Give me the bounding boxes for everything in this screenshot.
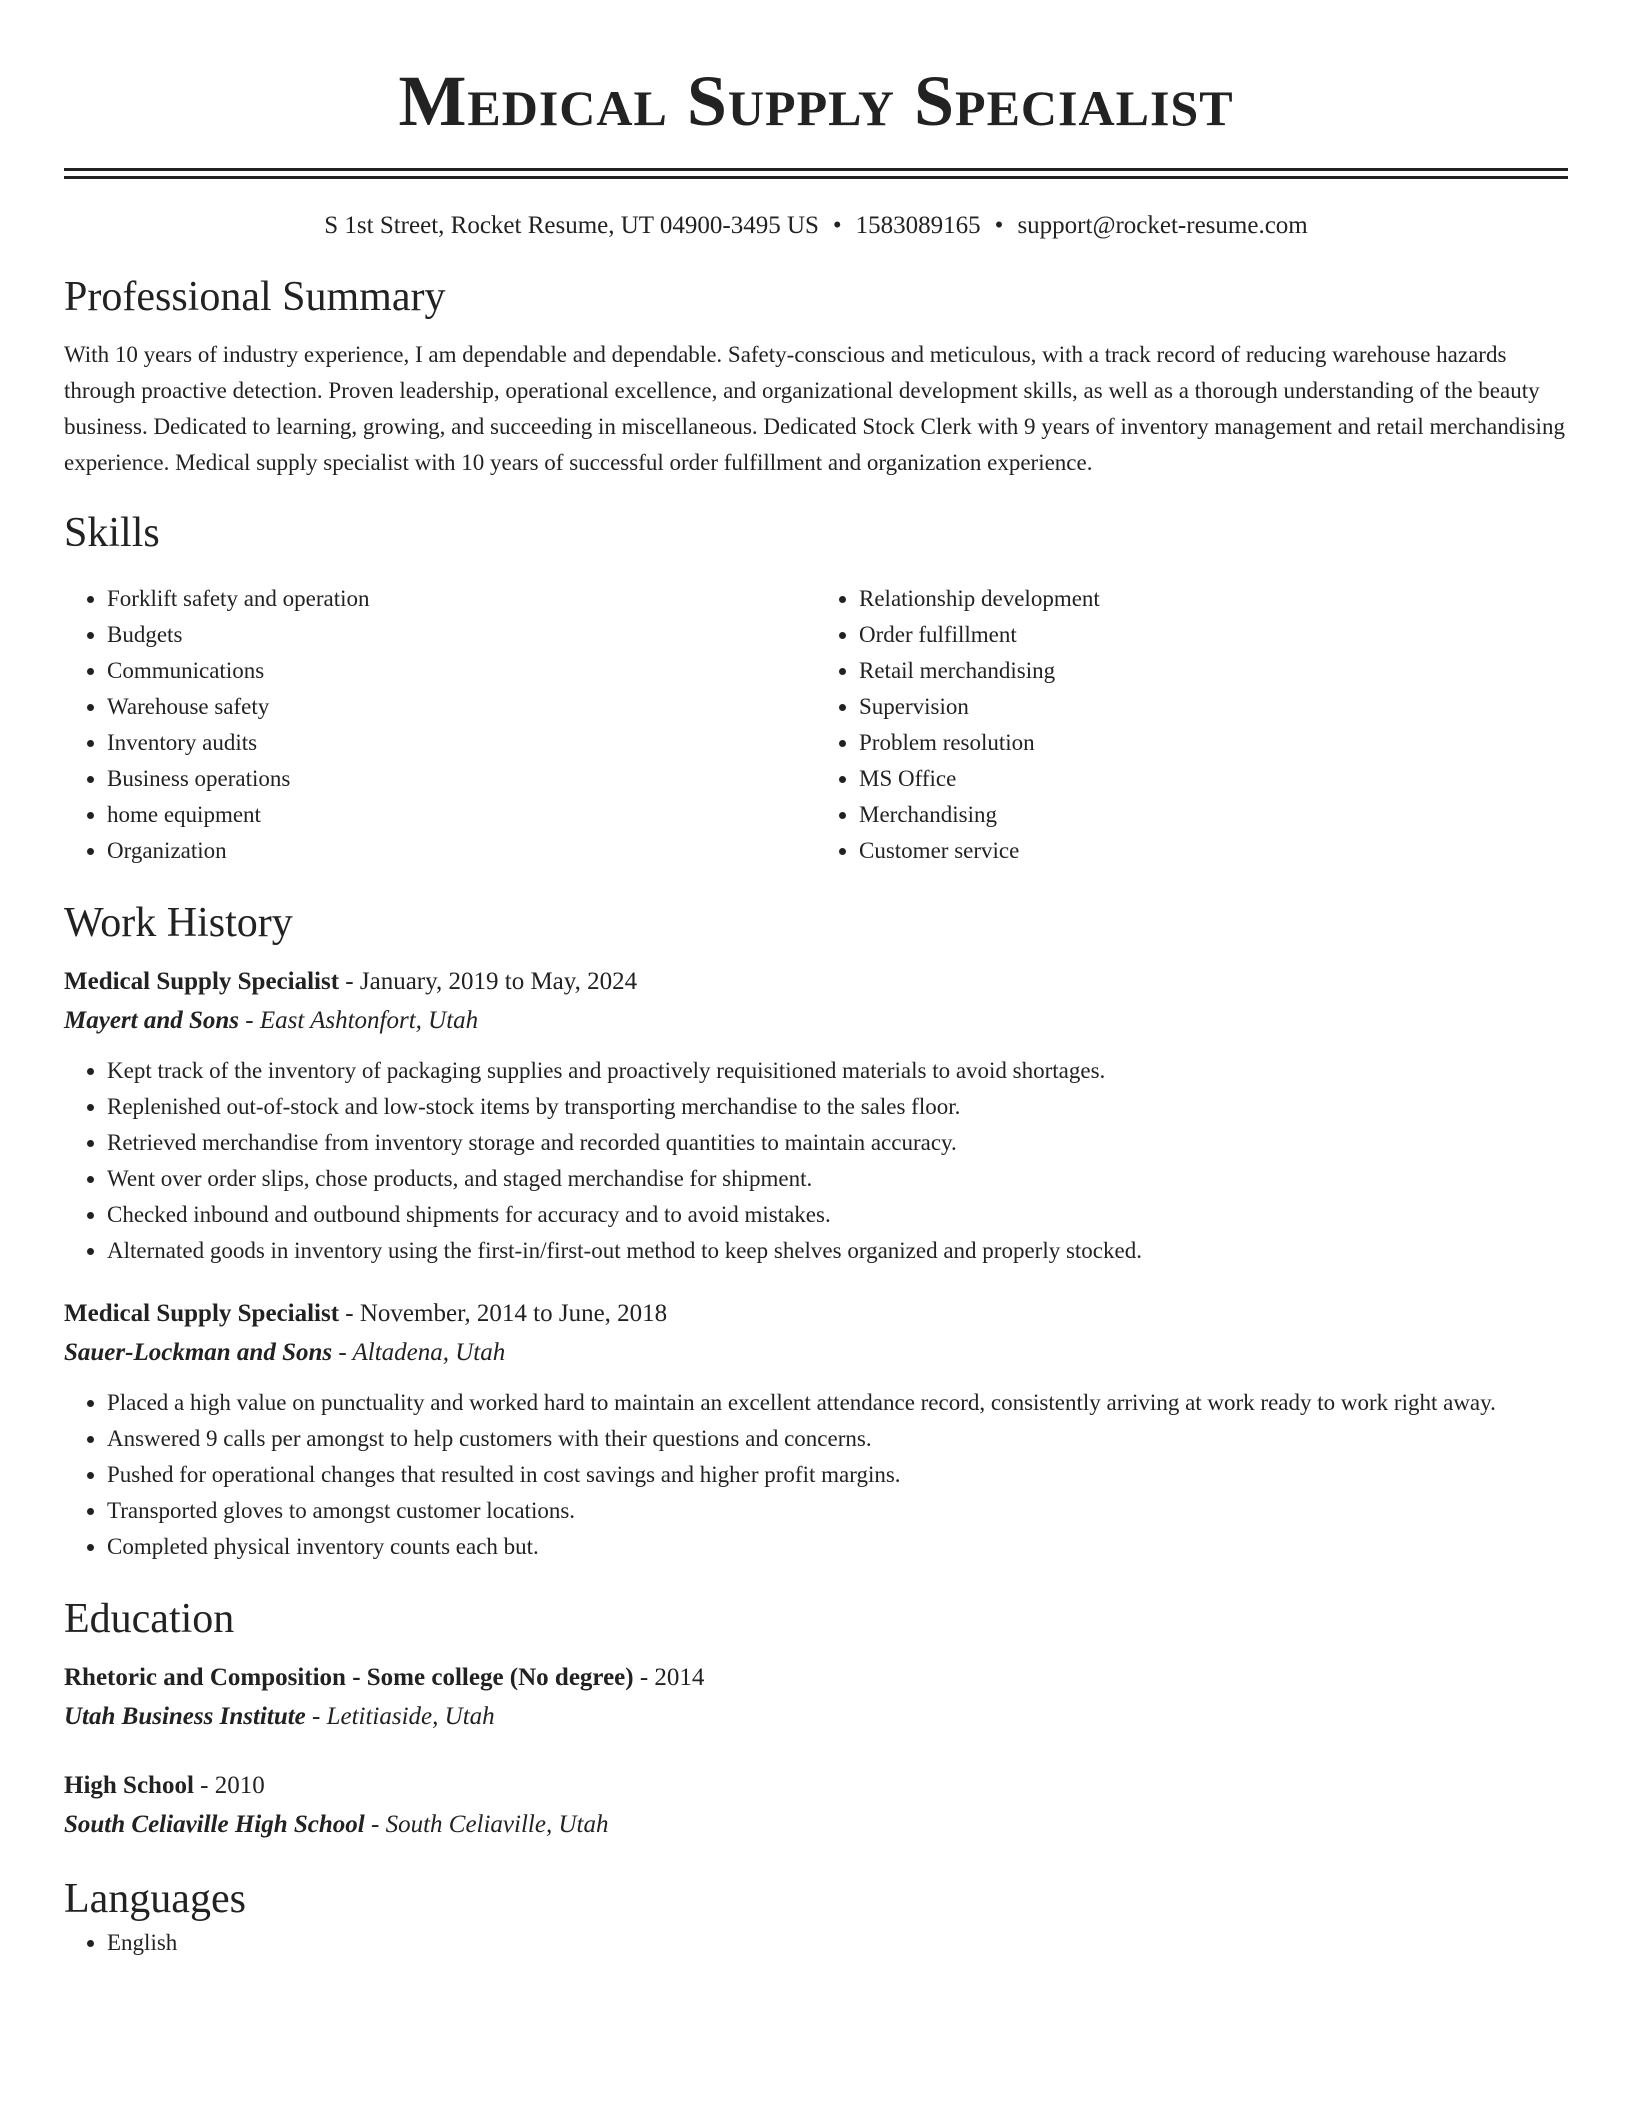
job-bullets: [64, 1053, 1568, 1269]
contact-email: support@rocket-resume.com: [1017, 212, 1308, 239]
skill-item: • Relationship development: [859, 581, 1568, 617]
education-heading: Education: [64, 1596, 235, 1642]
job-entry: [64, 963, 1568, 1269]
education-school: Utah Business Institute: [64, 1703, 306, 1730]
job-title: Medical Supply Specialist: [64, 968, 340, 995]
skill-item: • Business operations: [107, 761, 816, 797]
education-location: - South Celiaville, Utah: [364, 1811, 609, 1838]
education-school: South Celiaville High School: [64, 1811, 365, 1838]
job-dates: - November, 2014 to June, 2018: [339, 1300, 668, 1327]
skill-item: • Inventory audits: [107, 725, 816, 761]
skill-item: • Retail merchandising: [859, 653, 1568, 689]
language-item: • English: [107, 1925, 1568, 1961]
job-dates: - January, 2019 to May, 2024: [339, 968, 638, 995]
skill-item: • MS Office: [859, 761, 1568, 797]
job-bullet: • Completed physical inventory counts each but.: [107, 1529, 1568, 1565]
job-bullet: • Replenished out-of-stock and low-stock items by transporting merchandise to the sales floor.: [107, 1089, 1568, 1125]
education-entry: [64, 1767, 1568, 1845]
skill-item: • Budgets: [107, 617, 816, 653]
job-location: - East Ashtonfort, Utah: [239, 1007, 479, 1034]
skills-left-list: [64, 581, 816, 869]
skills-right-list: [816, 581, 1568, 869]
contact-phone: 1583089165: [855, 212, 981, 239]
contact-separator: •: [832, 212, 842, 239]
skill-item: • home equipment: [107, 797, 816, 833]
header-double-rule: [64, 168, 1568, 179]
education-year: - 2010: [193, 1772, 265, 1799]
contact-line: [64, 209, 1568, 243]
education-degree-line: [64, 1767, 1568, 1805]
contact-separator: •: [994, 212, 1004, 239]
job-company-line: [64, 1333, 1568, 1373]
contact-address: S 1st Street, Rocket Resume, UT 04900-3495 US: [324, 212, 819, 239]
languages-list: [64, 1925, 1568, 1961]
summary-heading: Professional Summary: [64, 274, 446, 320]
job-title-line: [64, 1295, 1568, 1333]
skill-item: • Problem resolution: [859, 725, 1568, 761]
skill-item: • Communications: [107, 653, 816, 689]
skill-item: • Merchandising: [859, 797, 1568, 833]
education-school-line: [64, 1805, 1568, 1845]
skill-item: • Organization: [107, 833, 816, 869]
skill-item: • Forklift safety and operation: [107, 581, 816, 617]
job-company: Sauer-Lockman and Sons: [64, 1339, 333, 1366]
resume-name: Medical Supply Specialist: [398, 61, 1234, 141]
skill-item: • Supervision: [859, 689, 1568, 725]
education-school-line: [64, 1697, 1568, 1737]
education-year: - 2014: [633, 1664, 705, 1691]
job-title: Medical Supply Specialist: [64, 1300, 340, 1327]
job-title-line: [64, 963, 1568, 1001]
job-entry: [64, 1295, 1568, 1565]
education-degree: Rhetoric and Composition - Some college (No degree): [64, 1664, 634, 1691]
education-degree: High School: [64, 1772, 194, 1799]
job-bullet: • Went over order slips, chose products, and staged merchandise for shipment.: [107, 1161, 1568, 1197]
skill-item: • Customer service: [859, 833, 1568, 869]
job-bullet: • Alternated goods in inventory using the first-in/first-out method to keep shelves organized and properly stocked.: [107, 1233, 1568, 1269]
job-bullet: • Checked inbound and outbound shipments for accuracy and to avoid mistakes.: [107, 1197, 1568, 1233]
job-bullet: • Placed a high value on punctuality and worked hard to maintain an excellent attendance record, consistently arriving at work ready to work right away.: [107, 1385, 1568, 1421]
education-location: - Letitiaside, Utah: [305, 1703, 495, 1730]
summary-text: With 10 years of industry experience, I am dependable and dependable. Safety-conscious and meticulous, with a track record of reducing warehouse hazards through proactive detection. Proven leadership, operational excellence, and organizational development skills, as well as a thorough understanding of the beauty business. Dedicated to learning, growing, and succeeding in miscellaneous. Dedicated Stock Clerk with 9 years of inventory management and retail merchandising experience. Medical supply specialist with 10 years of successful order fulfillment and organization experience.: [64, 342, 1565, 475]
skills-heading: Skills: [64, 510, 160, 556]
skills-columns: [64, 581, 1568, 869]
job-company: Mayert and Sons: [64, 1007, 240, 1034]
job-bullet: • Pushed for operational changes that resulted in cost savings and higher profit margins.: [107, 1457, 1568, 1493]
education-entry: [64, 1659, 1568, 1737]
job-bullet: • Kept track of the inventory of packaging supplies and proactively requisitioned materials to avoid shortages.: [107, 1053, 1568, 1089]
work-history-heading: Work History: [64, 900, 293, 946]
skill-item: • Order fulfillment: [859, 617, 1568, 653]
job-company-line: [64, 1001, 1568, 1041]
job-bullet: • Retrieved merchandise from inventory storage and recorded quantities to maintain accuracy.: [107, 1125, 1568, 1161]
job-location: - Altadena, Utah: [332, 1339, 506, 1366]
languages-heading: Languages: [64, 1876, 246, 1922]
job-bullet: • Answered 9 calls per amongst to help customers with their questions and concerns.: [107, 1421, 1568, 1457]
skill-item: • Warehouse safety: [107, 689, 816, 725]
education-degree-line: [64, 1659, 1568, 1697]
job-bullet: • Transported gloves to amongst customer locations.: [107, 1493, 1568, 1529]
job-bullets: [64, 1385, 1568, 1565]
